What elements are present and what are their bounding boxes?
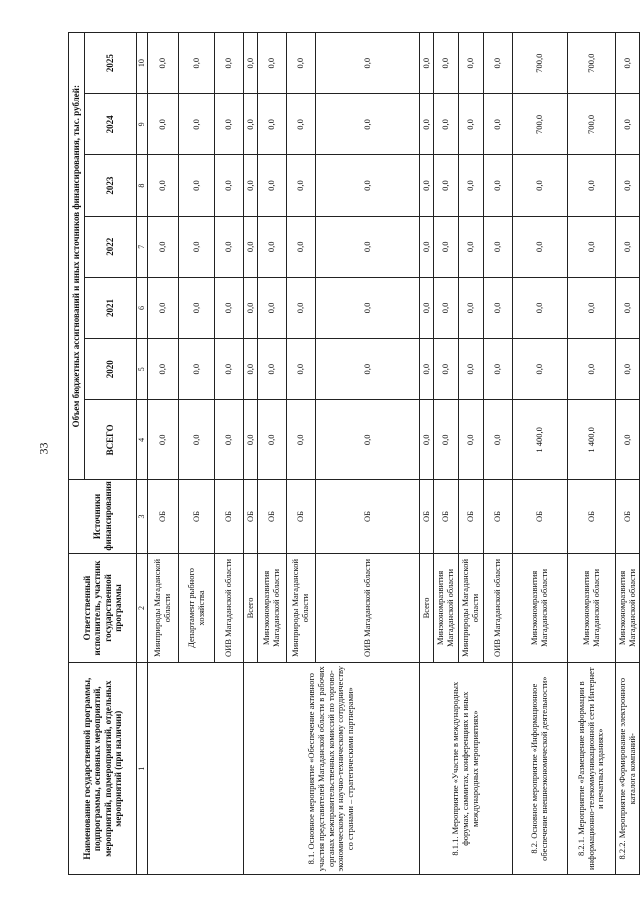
value-cell: 0,0	[179, 400, 215, 480]
source-cell: ОБ	[616, 480, 640, 553]
value-cell: 0,0	[287, 277, 316, 338]
value-cell: 0,0	[244, 94, 258, 155]
value-cell: 0,0	[148, 155, 179, 216]
value-cell: 0,0	[258, 277, 287, 338]
value-cell: 0,0	[179, 216, 215, 277]
source-cell: ОБ	[568, 480, 616, 553]
value-cell: 0,0	[148, 33, 179, 94]
value-cell: 0,0	[616, 216, 640, 277]
program-name-cell: 8.1. Основное мероприятие «Обеспечение активного участия представителей Магаданской области в рабочих органах межправительственных комиссий по торгово-экономическому и научно-техническому сотрудничеству со странами – стратегическими партнерами»	[244, 663, 420, 875]
value-cell: 0,0	[434, 155, 459, 216]
value-cell: 0,0	[258, 216, 287, 277]
value-cell: 0,0	[484, 94, 513, 155]
executor-cell: Департамент рыбного хозяйства	[179, 553, 215, 663]
value-cell: 700,0	[513, 33, 568, 94]
value-cell: 0,0	[258, 33, 287, 94]
header-year: 2022	[85, 216, 137, 277]
executor-cell: Минэкономразвития Магаданской области	[434, 553, 459, 663]
value-cell: 0,0	[513, 155, 568, 216]
value-cell: 0,0	[459, 216, 484, 277]
value-cell: 0,0	[244, 277, 258, 338]
header-year: 2021	[85, 277, 137, 338]
value-cell: 0,0	[484, 33, 513, 94]
value-cell: 0,0	[179, 339, 215, 400]
value-cell: 0,0	[148, 94, 179, 155]
value-cell: 0,0	[215, 339, 244, 400]
value-cell: 0,0	[179, 155, 215, 216]
value-cell: 0,0	[434, 339, 459, 400]
column-number: 9	[137, 94, 148, 155]
value-cell: 0,0	[148, 277, 179, 338]
value-cell: 0,0	[287, 33, 316, 94]
value-cell: 0,0	[616, 94, 640, 155]
value-cell: 0,0	[513, 277, 568, 338]
value-cell: 0,0	[244, 216, 258, 277]
value-cell: 0,0	[459, 155, 484, 216]
value-cell: 0,0	[434, 33, 459, 94]
executor-cell: Минприроды Магаданской области	[459, 553, 484, 663]
value-cell: 0,0	[484, 339, 513, 400]
page-number: 33	[36, 442, 51, 455]
value-cell: 0,0	[179, 33, 215, 94]
value-cell: 0,0	[316, 33, 420, 94]
source-cell: ОБ	[434, 480, 459, 553]
value-cell: 0,0	[215, 94, 244, 155]
value-cell: 0,0	[215, 277, 244, 338]
executor-cell: ОИВ Магаданской области	[215, 553, 244, 663]
value-cell: 0,0	[513, 216, 568, 277]
value-cell: 0,0	[287, 400, 316, 480]
value-cell: 0,0	[616, 33, 640, 94]
source-cell: ОБ	[316, 480, 420, 553]
value-cell: 0,0	[459, 94, 484, 155]
header-year: 2020	[85, 339, 137, 400]
value-cell: 0,0	[316, 339, 420, 400]
value-cell: 0,0	[316, 277, 420, 338]
program-name-cell: 8.2.1. Мероприятие «Размещение информации в информационно-телекоммуникационной сети Интернет и печатных изданиях»	[568, 663, 616, 875]
value-cell: 0,0	[215, 216, 244, 277]
value-cell: 0,0	[459, 277, 484, 338]
value-cell: 0,0	[258, 339, 287, 400]
executor-cell: Минэкономразвития Магаданской области	[616, 553, 640, 663]
executor-cell: Минэкономразвития Магаданской области	[258, 553, 287, 663]
column-number: 3	[137, 480, 148, 553]
value-cell: 0,0	[287, 339, 316, 400]
financing-table	[68, 32, 640, 875]
value-cell: 1 400,0	[568, 400, 616, 480]
executor-cell: Минприроды Магаданской области	[148, 553, 179, 663]
header-year: 2023	[85, 155, 137, 216]
value-cell: 0,0	[434, 94, 459, 155]
column-number: 10	[137, 33, 148, 94]
value-cell: 0,0	[568, 339, 616, 400]
value-cell: 0,0	[258, 400, 287, 480]
rotated-table-container	[68, 32, 637, 875]
value-cell: 0,0	[513, 339, 568, 400]
value-cell: 0,0	[434, 277, 459, 338]
value-cell: 0,0	[244, 339, 258, 400]
value-cell: 0,0	[179, 277, 215, 338]
value-cell: 0,0	[568, 277, 616, 338]
value-cell: 0,0	[148, 400, 179, 480]
value-cell: 700,0	[568, 33, 616, 94]
value-cell: 0,0	[179, 94, 215, 155]
value-cell: 1 400,0	[513, 400, 568, 480]
value-cell: 0,0	[459, 339, 484, 400]
value-cell: 0,0	[258, 155, 287, 216]
source-cell: ОБ	[215, 480, 244, 553]
header-year: 2025	[85, 33, 137, 94]
value-cell: 0,0	[215, 33, 244, 94]
executor-cell: Минэкономразвития Магаданской области	[568, 553, 616, 663]
header-year: 2024	[85, 94, 137, 155]
source-cell: ОБ	[459, 480, 484, 553]
value-cell: 0,0	[616, 339, 640, 400]
value-cell: 700,0	[568, 94, 616, 155]
value-cell: 0,0	[287, 94, 316, 155]
executor-cell: Минэкономразвития Магаданской области	[513, 553, 568, 663]
program-name-cell: 8.2.2. Мероприятие «Формирование электронного каталога компаний-	[616, 663, 640, 875]
value-cell: 0,0	[244, 33, 258, 94]
value-cell: 0,0	[215, 400, 244, 480]
executor-cell: Всего	[244, 553, 258, 663]
value-cell: 0,0	[316, 400, 420, 480]
executor-cell: Всего	[420, 553, 434, 663]
value-cell: 0,0	[148, 339, 179, 400]
source-cell: ОБ	[258, 480, 287, 553]
value-cell: 0,0	[434, 400, 459, 480]
source-cell: ОБ	[244, 480, 258, 553]
value-cell: 0,0	[616, 155, 640, 216]
value-cell: 0,0	[244, 400, 258, 480]
value-cell: 0,0	[420, 155, 434, 216]
column-number: 2	[137, 553, 148, 663]
program-name-cell: 8.1.1. Мероприятие «Участие в международных форумах, саммитах, конференциях и иных международных мероприятиях»	[420, 663, 513, 875]
value-cell: 0,0	[244, 155, 258, 216]
header-col-name: Наименование государственной программы, подпрограммы, основных мероприятий, мероприятий, подмероприятий, отдельных мероприятий (при наличии)	[69, 663, 137, 875]
program-name-cell: 8.2. Основное мероприятие «Информационное обеспечение внешнеэкономической деятельности»	[513, 663, 568, 875]
value-cell: 0,0	[420, 277, 434, 338]
value-cell: 0,0	[568, 216, 616, 277]
executor-cell: ОИВ Магаданской области	[484, 553, 513, 663]
column-number: 1	[137, 663, 148, 875]
source-cell: ОБ	[179, 480, 215, 553]
value-cell: 0,0	[459, 33, 484, 94]
value-cell: 0,0	[287, 155, 316, 216]
column-number: 5	[137, 339, 148, 400]
value-cell: 0,0	[616, 400, 640, 480]
header-financing-group: Объем бюджетных ассигнований и иных источников финансирования, тыс. рублей:	[69, 33, 85, 480]
column-number: 6	[137, 277, 148, 338]
value-cell: 0,0	[459, 400, 484, 480]
column-number: 4	[137, 400, 148, 480]
value-cell: 0,0	[420, 216, 434, 277]
executor-cell: ОИВ Магаданской области	[316, 553, 420, 663]
header-col-source: Источники финансирования	[69, 480, 137, 553]
program-name-cell	[148, 663, 244, 875]
value-cell: 0,0	[316, 94, 420, 155]
column-number: 8	[137, 155, 148, 216]
value-cell: 0,0	[616, 277, 640, 338]
header-total: ВСЕГО	[85, 400, 137, 480]
value-cell: 0,0	[434, 216, 459, 277]
column-number: 7	[137, 216, 148, 277]
value-cell: 0,0	[568, 155, 616, 216]
value-cell: 0,0	[287, 216, 316, 277]
source-cell: ОБ	[287, 480, 316, 553]
value-cell: 0,0	[215, 155, 244, 216]
value-cell: 0,0	[316, 155, 420, 216]
source-cell: ОБ	[420, 480, 434, 553]
source-cell: ОБ	[484, 480, 513, 553]
value-cell: 0,0	[484, 277, 513, 338]
value-cell: 0,0	[484, 216, 513, 277]
header-col-executor: Ответственный исполнитель, участник государственной программы	[69, 553, 137, 663]
value-cell: 0,0	[148, 216, 179, 277]
executor-cell: Минприроды Магаданской области	[287, 553, 316, 663]
value-cell: 0,0	[258, 94, 287, 155]
value-cell: 0,0	[420, 33, 434, 94]
value-cell: 0,0	[420, 400, 434, 480]
source-cell: ОБ	[148, 480, 179, 553]
source-cell: ОБ	[513, 480, 568, 553]
value-cell: 700,0	[513, 94, 568, 155]
value-cell: 0,0	[484, 400, 513, 480]
value-cell: 0,0	[420, 94, 434, 155]
value-cell: 0,0	[420, 339, 434, 400]
value-cell: 0,0	[484, 155, 513, 216]
value-cell: 0,0	[316, 216, 420, 277]
